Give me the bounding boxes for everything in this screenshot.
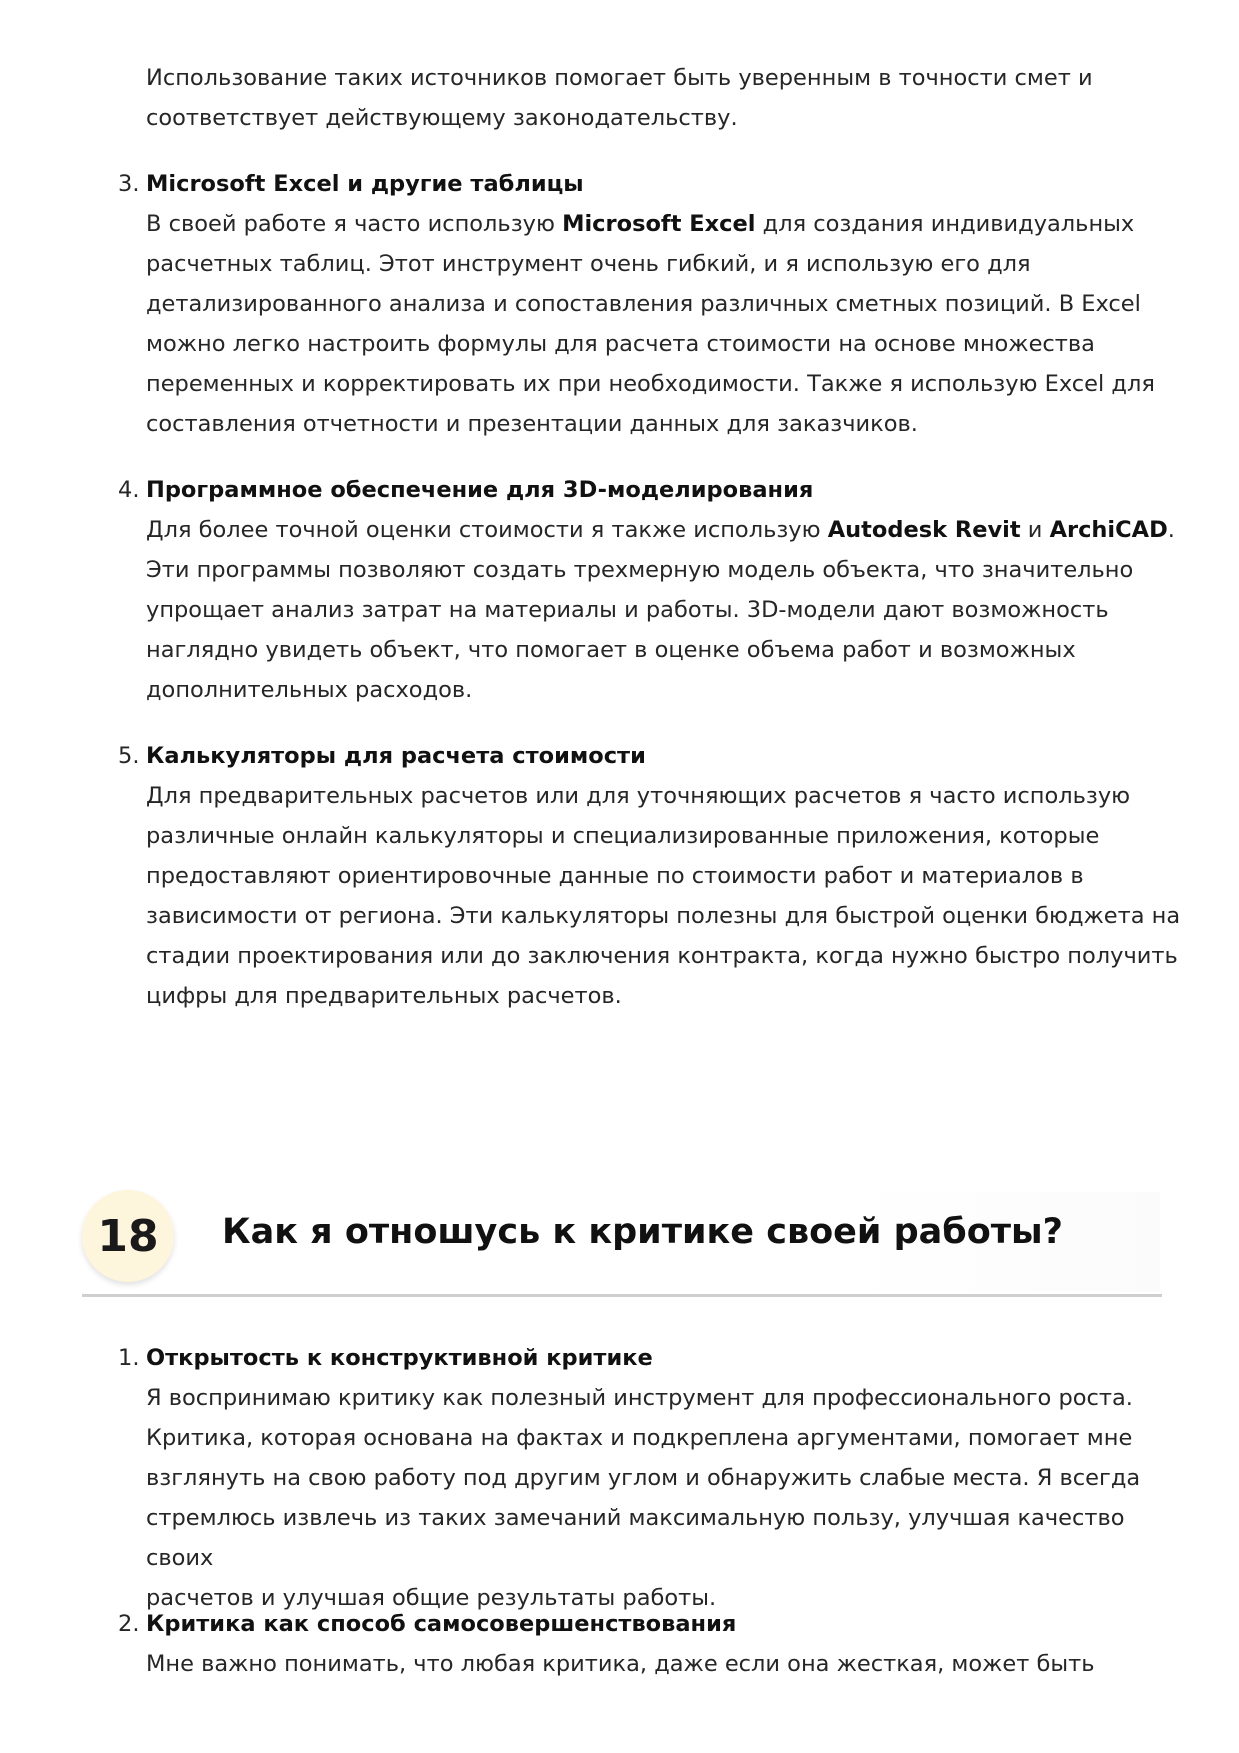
list-item-body [146, 1378, 1186, 1618]
body-line: составления отчетности и презентации данных для заказчиков. [146, 411, 918, 437]
list-item-self-improvement [118, 1604, 1186, 1684]
list-item-title: Калькуляторы для расчета стоимости [146, 743, 646, 769]
list-item-3d-modeling [118, 470, 1186, 710]
section-title: Как я отношусь к критике своей работы? [222, 1212, 1063, 1252]
bold-term-archicad: ArchiCAD [1049, 517, 1168, 543]
text-run: В своей работе я часто использую [146, 211, 563, 237]
text-run: Для более точной оценки стоимости я также использую [146, 517, 828, 543]
body-line: детализированного анализа и сопоставления различных сметных позиций. В Excel [146, 291, 1141, 317]
body-line: Критика, которая основана на фактах и подкреплена аргументами, помогает мне [146, 1425, 1133, 1451]
list-item-title: Критика как способ самосовершенствования [146, 1611, 737, 1637]
body-line: Мне важно понимать, что любая критика, даже если она жесткая, может быть [146, 1651, 1095, 1677]
list-number: 4. [118, 477, 140, 503]
list-item-body [146, 510, 1186, 710]
body-line: стремлюсь извлечь из таких замечаний максимальную пользу, улучшая качество своих [146, 1505, 1125, 1571]
list-item-title: Открытость к конструктивной критике [146, 1345, 653, 1371]
body-line: различные онлайн калькуляторы и специализированные приложения, которые [146, 823, 1100, 849]
bold-term-microsoft-excel: Microsoft Excel [562, 211, 756, 237]
section-header [82, 1188, 1162, 1298]
text-run: и [1020, 517, 1050, 543]
body-line: наглядно увидеть объект, что помогает в оценке объема работ и возможных [146, 637, 1076, 663]
intro-paragraph [146, 58, 1186, 138]
list-item-title: Microsoft Excel и другие таблицы [146, 171, 584, 197]
body-line: переменных и корректировать их при необходимости. Также я использую Excel для [146, 371, 1155, 397]
section-number-badge: 18 [82, 1190, 174, 1282]
list-item-body [146, 776, 1186, 1016]
body-line: взглянуть на свою работу под другим углом и обнаружить слабые места. Я всегда [146, 1465, 1141, 1491]
body-line: Для предварительных расчетов или для уточняющих расчетов я часто использую [146, 783, 1131, 809]
body-line: Я воспринимаю критику как полезный инструмент для профессионального роста. [146, 1385, 1133, 1411]
body-line: Эти программы позволяют создать трехмерную модель объекта, что значительно [146, 557, 1134, 583]
body-line: стадии проектирования или до заключения контракта, когда нужно быстро получить [146, 943, 1178, 969]
list-item-calculators [118, 736, 1186, 1016]
list-item-openness [118, 1338, 1186, 1618]
body-line: дополнительных расходов. [146, 677, 473, 703]
text-run: . [1167, 517, 1175, 543]
bold-term-autodesk-revit: Autodesk Revit [827, 517, 1021, 543]
body-line: зависимости от региона. Эти калькуляторы полезны для быстрой оценки бюджета на [146, 903, 1181, 929]
intro-line-2: соответствует действующему законодательству. [146, 105, 738, 131]
list-number: 5. [118, 743, 140, 769]
body-line: можно легко настроить формулы для расчета стоимости на основе множества [146, 331, 1095, 357]
list-number: 3. [118, 171, 140, 197]
section-divider [82, 1294, 1162, 1297]
body-line: цифры для предварительных расчетов. [146, 983, 622, 1009]
body-line: расчетов и улучшая общие результаты работы. [146, 1585, 717, 1611]
body-line [146, 510, 1186, 550]
intro-line-1: Использование таких источников помогает быть уверенным в точности смет и [146, 65, 1093, 91]
body-line: упрощает анализ затрат на материалы и работы. 3D-модели дают возможность [146, 597, 1109, 623]
list-number: 1. [118, 1345, 140, 1371]
text-run: для создания индивидуальных [755, 211, 1135, 237]
body-line: предоставляют ориентировочные данные по стоимости работ и материалов в [146, 863, 1084, 889]
list-item-excel [118, 164, 1186, 444]
list-item-body [146, 204, 1186, 444]
list-item-body [146, 1644, 1186, 1684]
body-line [146, 204, 1186, 244]
body-line: расчетных таблиц. Этот инструмент очень гибкий, и я использую его для [146, 251, 1031, 277]
list-item-title: Программное обеспечение для 3D-моделирования [146, 477, 814, 503]
list-number: 2. [118, 1611, 140, 1637]
